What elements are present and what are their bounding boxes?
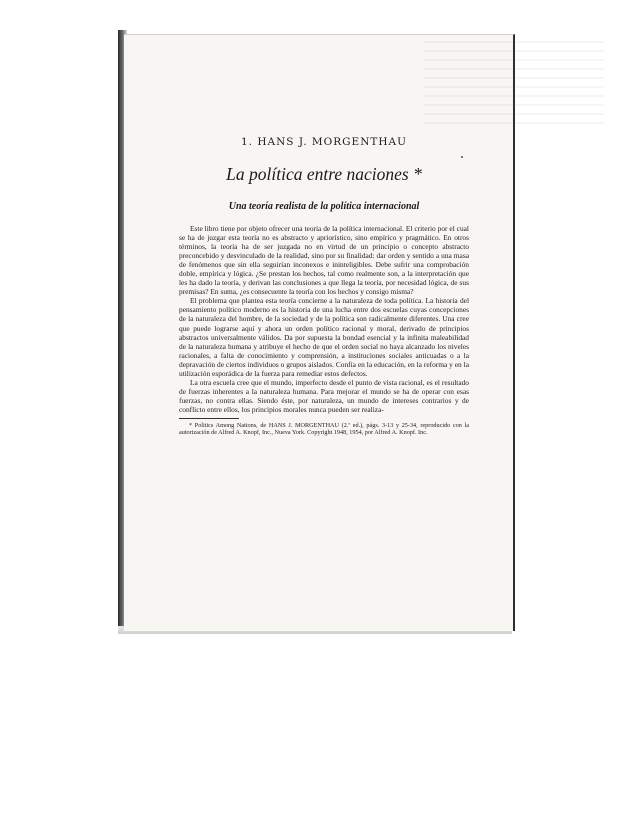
footnote-rule: [179, 418, 239, 419]
body-text: [179, 224, 469, 414]
chapter-heading: 1. HANS J. MORGENTHAU: [241, 136, 407, 148]
document-subtitle: Una teoría realista de la política internacional: [228, 201, 420, 212]
page-content: [179, 136, 469, 437]
document-title: La política entre naciones *: [226, 164, 422, 184]
paragraph-3: La otra escuela cree que el mundo, imperfecto desde el punto de vista racional, es el resultado de fuerzas inherentes a la naturaleza humana. Para mejorar el mundo se ha de operar con esas fuerzas, no contra ellas. Siendo éste, por naturaleza, un mundo de intereses contrarios y de conflicto entre ellos, los principios morales nunca pueden ser realiza-: [179, 377, 469, 414]
paragraph-2: El problema que plantea esta teoría concierne a la naturaleza de toda política. La historia del pensamiento político moderno es la historia de una lucha entre dos escuelas cuyas concepciones de la naturaleza del hombre, de la sociedad y de la política son radicalmente diferentes. Una cree que puede lograrse aquí y ahora un orden político racional y moral, derivado de principios abstractos universalmente válidos. Da por supuesta la bondad esencial y la infinita maleabilidad de la naturaleza humana y atribuye el hecho de que el orden social no haya alcanzado los niveles racionales, a falta de conocimiento y comprensión, a instituciones sociales anticuadas o a la depravación de ciertos individuos o grupos aislados. Confía en la educación, en la reforma y en la utilización esporádica de la fuerza para remediar estos defectos.: [179, 296, 469, 378]
bleed-through-texture: [424, 41, 604, 127]
footnote: * Politics Among Nations, de HANS J. MORGENTHAU (2.ª ed.), págs. 3-13 y 25-34, reproducido con la autorización de Alfred A. Knopf, Inc., Nueva York. Copyright 1948, 1954, por Alfred A. Knopf. Inc.: [179, 421, 469, 437]
paragraph-1: Este libro tiene por objeto ofrecer una teoría de la política internacional. El criterio por el cual se ha de juzgar esta teoría no es abstracto y apriorístico, sino empírico y pragmático. En otros términos, la teoría ha de ser juzgada no en virtud de un principio o concepto abstracto preconcebido y desvinculado de la realidad, sino por su finalidad: dar orden y sentido a una masa de fenómenos que sin ella seguirían inconexos e ininteligibles. Debe sufrir una comprobación doble, empírica y lógica. ¿Se prestan los hechos, tal como realmente son, a la interpretación que les ha dado la teoría, y derivan las conclusiones a que llega la teoría, por necesidad lógica, de sus premisas? En suma, ¿es consecuente la teoría con los hechos y consigo misma?: [179, 224, 469, 297]
scanned-page: [124, 34, 515, 631]
